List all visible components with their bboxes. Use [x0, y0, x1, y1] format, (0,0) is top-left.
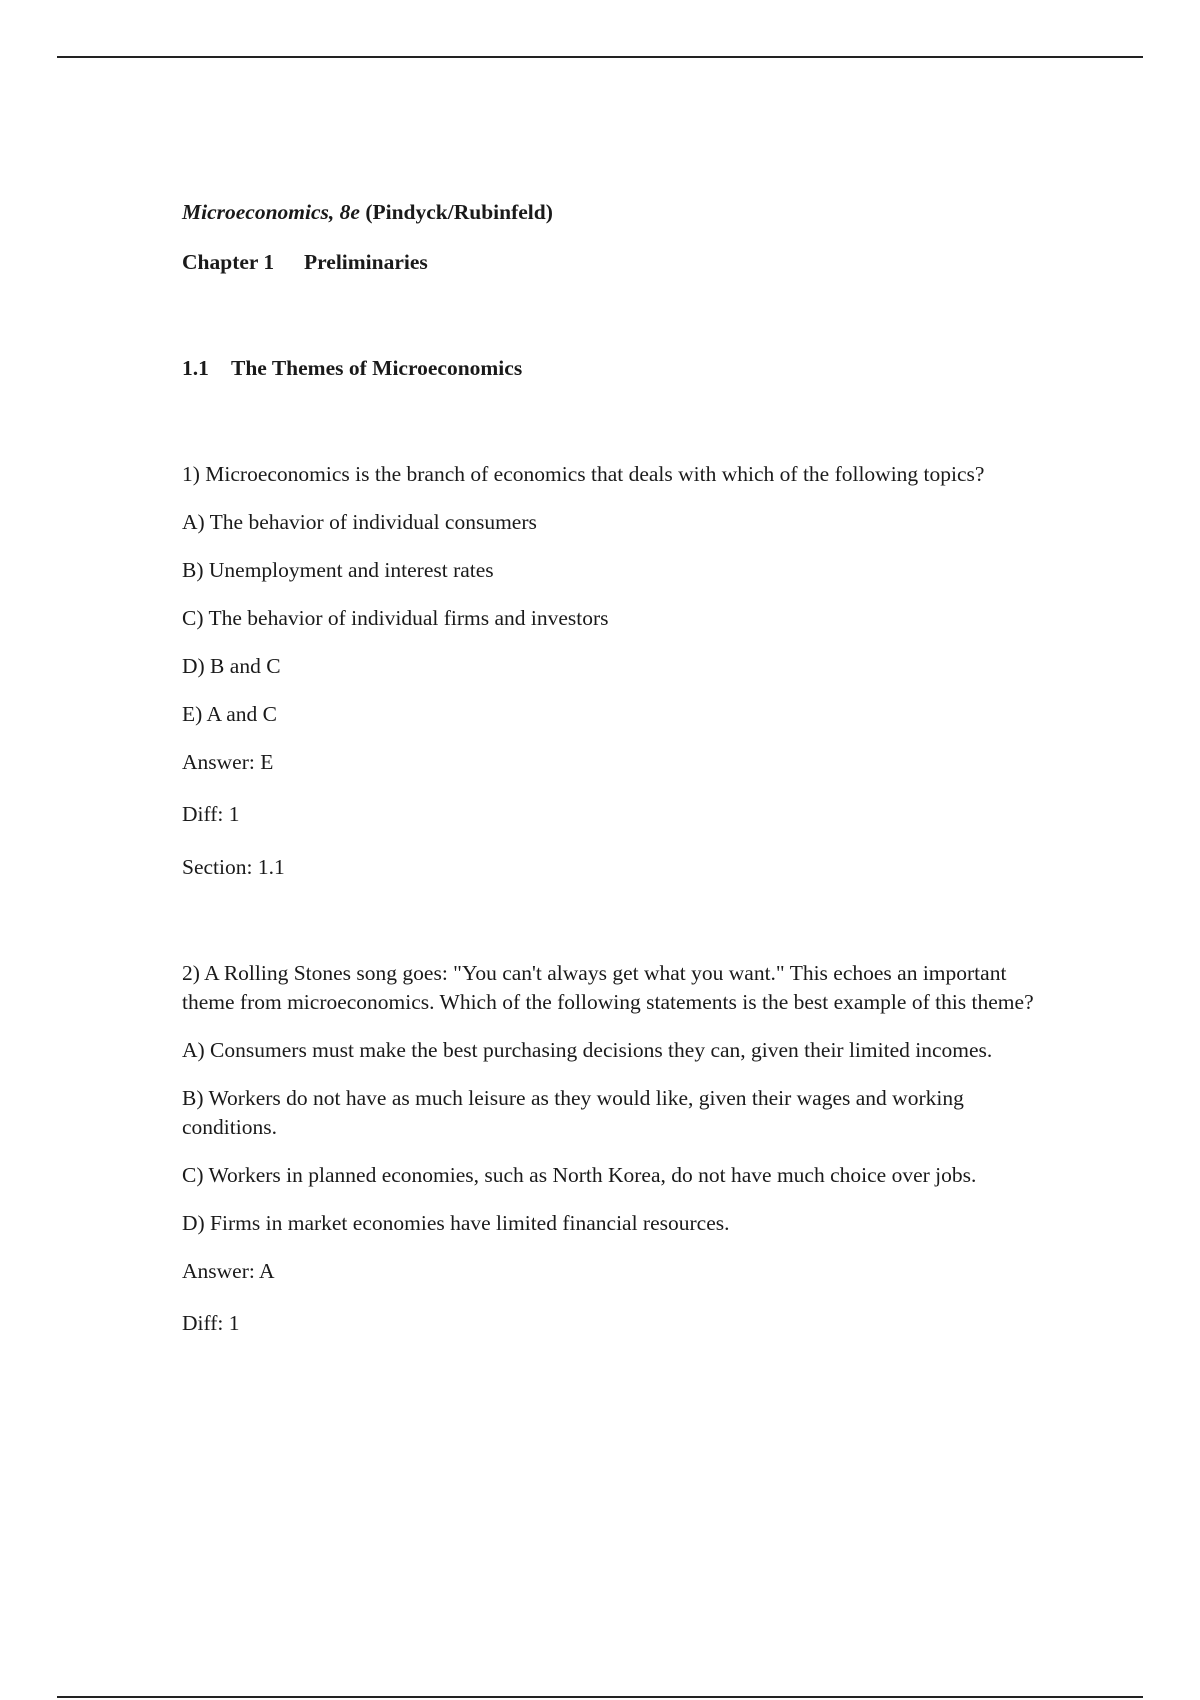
question-stem: 1) Microeconomics is the branch of economics that deals with which of the following topics?	[182, 462, 985, 486]
choice-b: B) Unemployment and interest rates	[182, 558, 494, 582]
question-stem: 2) A Rolling Stones song goes: "You can't always get what you want." This echoes an important theme from microeconomics. Which of the following statements is the best example of this theme?	[182, 961, 1034, 1014]
section-heading	[182, 354, 1042, 383]
top-rule	[57, 56, 1143, 58]
answer: Answer: E	[182, 750, 274, 774]
chapter-title: Preliminaries	[304, 250, 428, 274]
choice-d: D) B and C	[182, 654, 281, 678]
section-title: The Themes of Microeconomics	[231, 356, 523, 380]
book-edition: , 8e	[328, 200, 360, 224]
book-title	[182, 198, 1042, 227]
difficulty: Diff: 1	[182, 802, 240, 826]
choice-b: B) Workers do not have as much leisure as they would like, given their wages and working conditions.	[182, 1086, 964, 1139]
choice-a: A) The behavior of individual consumers	[182, 510, 537, 534]
question-1	[182, 460, 1042, 882]
difficulty: Diff: 1	[182, 1311, 240, 1335]
choice-d: D) Firms in market economies have limited financial resources.	[182, 1211, 730, 1235]
choice-c: C) Workers in planned economies, such as North Korea, do not have much choice over jobs.	[182, 1163, 977, 1187]
book-title-italic: Microeconomics	[182, 200, 329, 224]
chapter-number: Chapter 1	[182, 250, 275, 274]
bottom-rule	[57, 1696, 1143, 1698]
choice-e: E) A and C	[182, 702, 277, 726]
book-authors: (Pindyck/Rubinfeld)	[359, 200, 553, 224]
choice-a: A) Consumers must make the best purchasing decisions they can, given their limited incomes.	[182, 1038, 993, 1062]
answer: Answer: A	[182, 1259, 275, 1283]
page-content	[182, 198, 1042, 1338]
chapter-heading	[182, 248, 1042, 277]
section-ref: Section: 1.1	[182, 855, 285, 879]
question-2	[182, 959, 1042, 1338]
choice-c: C) The behavior of individual firms and investors	[182, 606, 609, 630]
section-number: 1.1	[182, 356, 209, 380]
